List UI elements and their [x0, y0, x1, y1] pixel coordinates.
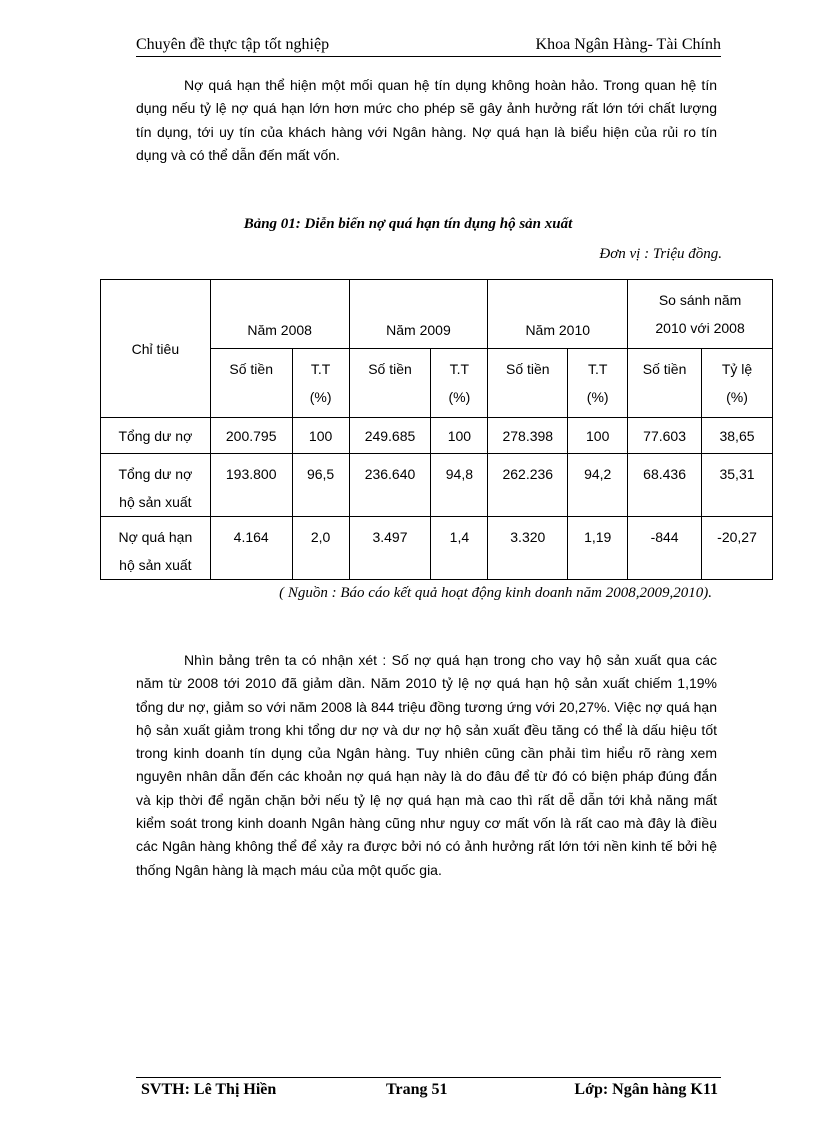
- amount-header-2008: Số tiền: [210, 349, 292, 418]
- header-faculty: Khoa Ngân Hàng- Tài Chính: [535, 36, 721, 53]
- compare-header-line1: So sánh năm: [658, 292, 742, 308]
- footer-page-number: Trang 51: [386, 1081, 448, 1098]
- amount-header-compare: Số tiền: [628, 349, 702, 418]
- year-header-2010: Năm 2010: [488, 280, 628, 349]
- amount-header-2010: Số tiền: [488, 349, 568, 418]
- table-cell: 35,31: [702, 454, 773, 517]
- table-cell: 1,19: [568, 517, 628, 580]
- table-cell: 100: [568, 418, 628, 454]
- compare-header: [628, 280, 773, 349]
- table-cell: -844: [628, 517, 702, 580]
- share-header-2009-line1: T.T: [449, 361, 470, 377]
- table-row: [101, 517, 773, 580]
- table-cell: 94,8: [431, 454, 488, 517]
- footer-class: Lớp: Ngân hàng K11: [574, 1081, 718, 1098]
- indicator-header: Chỉ tiêu: [101, 280, 211, 418]
- row-label: [101, 454, 211, 517]
- table-unit: Đơn vị : Triệu đồng.: [599, 246, 722, 262]
- table-source: ( Nguồn : Báo cáo kết quả hoạt động kinh doanh năm 2008,2009,2010).: [279, 585, 712, 601]
- page-footer: [136, 1077, 721, 1104]
- row-label-line1: Tổng dư nợ: [118, 466, 193, 482]
- table-row: [101, 454, 773, 517]
- amount-header-2009: Số tiền: [349, 349, 431, 418]
- analysis-paragraph: Nhìn bảng trên ta có nhận xét : Số nợ quá hạn trong cho vay hộ sản xuất qua các năm từ 2008 tới 2010 đã giảm dần. Năm 2010 tỷ lệ nợ quá hạn hộ sản xuất chiếm 1,19% tổng dư nợ, giảm so với năm 2008 là 844 triệu đồng tương ứng với 20,27%. Việc nợ quá hạn hộ sản xuất giảm trong khi tổng dư nợ và dư nợ hộ sản xuất đều tăng có thể là dấu hiệu tốt trong kinh doanh tín dụng của Ngân hàng. Tuy nhiên cũng cần phải tìm hiểu rõ ràng xem nguyên nhân dẫn đến các khoản nợ quá hạn này là do đâu để từ đó có biện pháp đúng đắn và kịp thời để ngăn chặn bởi nếu tỷ lệ nợ quá hạn mà cao thì rất dễ dẫn tới khả năng mất kiểm soát trong kinh doanh Ngân hàng cũng như nguy cơ mất vốn là rất cao mà đây là điều các Ngân hàng không thể để xảy ra được bởi nó có ảnh hưởng rất lớn tới nền kinh tế bởi hệ thống Ngân hàng là mạch máu của một quốc gia.: [136, 652, 717, 878]
- row-label-line2: hộ sản xuất: [119, 557, 192, 573]
- row-label-line2: hộ sản xuất: [119, 494, 192, 510]
- table-cell: 94,2: [568, 454, 628, 517]
- table-cell: 278.398: [488, 418, 568, 454]
- header-thesis-title: Chuyên đề thực tập tốt nghiệp: [136, 36, 330, 53]
- share-header-2010-line1: T.T: [587, 361, 608, 377]
- ratio-header-compare: [702, 349, 773, 418]
- row-label: Tổng dư nợ: [101, 418, 211, 454]
- table-cell: 3.497: [349, 517, 431, 580]
- table-cell: 200.795: [210, 418, 292, 454]
- ratio-header-line2: (%): [726, 389, 748, 405]
- compare-header-line2: 2010 với 2008: [655, 320, 745, 336]
- row-label: [101, 517, 211, 580]
- table-row: [101, 418, 773, 454]
- share-header-2010-line2: (%): [586, 389, 609, 405]
- table-title: Bảng 01: Diễn biến nợ quá hạn tín dụng hộ sản xuất: [243, 216, 573, 232]
- table-cell: 1,4: [431, 517, 488, 580]
- share-header-2008-line2: (%): [309, 389, 332, 405]
- table-cell: 193.800: [210, 454, 292, 517]
- table-cell: 96,5: [292, 454, 349, 517]
- table-cell: 100: [292, 418, 349, 454]
- intro-paragraph: Nợ quá hạn thể hiện một mối quan hệ tín dụng không hoàn hảo. Trong quan hệ tín dụng nếu tỷ lệ nợ quá hạn lớn hơn mức cho phép sẽ gây ảnh hưởng rất lớn tới chất lượng tín dụng, tới uy tín của khách hàng với Ngân hàng. Nợ quá hạn là biểu hiện của rủi ro tín dụng và có thể dẫn đến mất vốn.: [136, 77, 717, 163]
- share-header-2009-line2: (%): [448, 389, 471, 405]
- table-cell: 77.603: [628, 418, 702, 454]
- table-cell: 236.640: [349, 454, 431, 517]
- share-header-2010: [568, 349, 628, 418]
- table-cell: 249.685: [349, 418, 431, 454]
- table-cell: 262.236: [488, 454, 568, 517]
- table-cell: 4.164: [210, 517, 292, 580]
- share-header-2008-line1: T.T: [310, 361, 331, 377]
- table-cell: 68.436: [628, 454, 702, 517]
- ratio-header-line1: Tỷ lệ: [721, 361, 753, 377]
- table-cell: 38,65: [702, 418, 773, 454]
- share-header-2009: [431, 349, 488, 418]
- table-cell: 3.320: [488, 517, 568, 580]
- table-cell: 100: [431, 418, 488, 454]
- overdue-debt-table: [100, 279, 773, 580]
- page-header: [136, 34, 721, 57]
- table-cell: 2,0: [292, 517, 349, 580]
- footer-student: SVTH: Lê Thị Hiền: [141, 1081, 277, 1098]
- row-label-line1: Nợ quá hạn: [118, 529, 193, 545]
- share-header-2008: [292, 349, 349, 418]
- year-header-2009: Năm 2009: [349, 280, 488, 349]
- table-cell: -20,27: [702, 517, 773, 580]
- year-header-2008: Năm 2008: [210, 280, 349, 349]
